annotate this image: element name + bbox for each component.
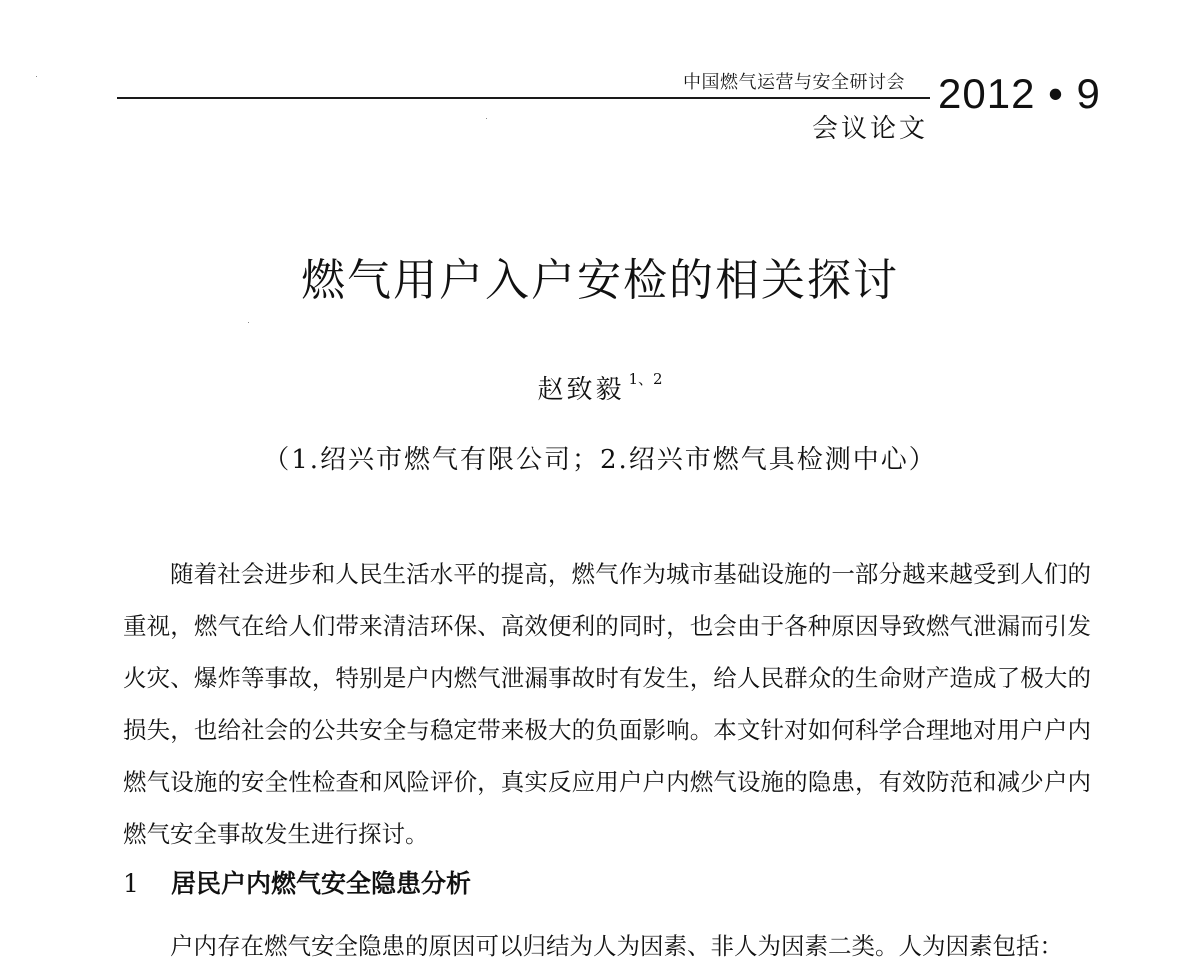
section-number: 1 [123,869,139,898]
author-affiliation-marker: 1、2 [628,370,663,388]
scan-speck [486,118,487,119]
abstract-paragraph: 随着社会进步和人民生活水平的提高，燃气作为城市基础设施的一部分越来越受到人们的重视，燃气在给人们带来清洁环保、高效便利的同时，也会由于各种原因导致燃气泄漏而引发火灾、爆炸等事故，特别是户内燃气泄漏事故时有发生，给人民群众的生命财产造成了极大的损失，也给社会的公共安全与稳定带来极大的负面影响。本文针对如何科学合理地对用户户内燃气设施的安全性检查和风险评价，真实反应用户户内燃气设施的隐患，有效防范和减少户内燃气安全事故发生进行探讨。 [123,560,1091,848]
section-heading [123,864,471,900]
header-rule [117,97,930,99]
paper-title: 燃气用户入户安检的相关探讨 [301,255,899,306]
scan-speck [248,322,249,323]
document-type-label: 会议论文 [812,114,929,144]
author-name: 赵致毅 [537,375,625,405]
author-line [0,368,1200,406]
body-paragraph: 户内存在燃气安全隐患的原因可以归结为人为因素、非人为因素二类。人为因素包括： [170,932,1063,960]
section-body [123,920,1091,972]
abstract [123,548,1091,860]
section-title: 居民户内燃气安全隐患分析 [171,869,472,898]
affiliation: （1.绍兴市燃气有限公司；2.绍兴市燃气具检测中心） [263,445,937,475]
scan-speck [36,76,37,77]
issue-number: 2012 • 9 [938,70,1101,117]
conference-name: 中国燃气运营与安全研讨会 [683,72,905,93]
